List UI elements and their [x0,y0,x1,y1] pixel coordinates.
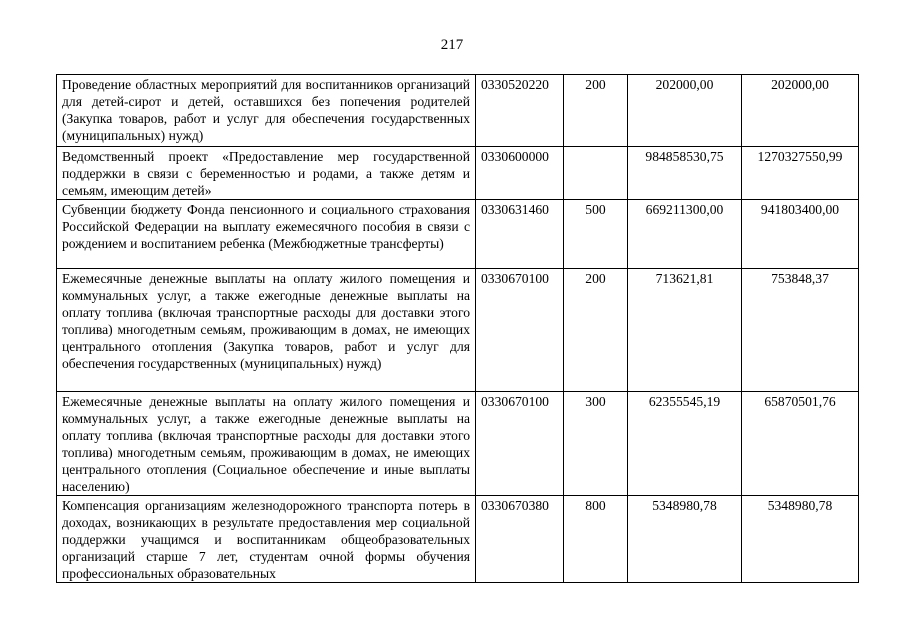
table-row [57,269,859,392]
row-amount-year2: 753848,37 [742,269,859,392]
row-expense-type: 800 [564,496,628,583]
row-amount-year1: 62355545,19 [628,392,742,496]
row-description: Проведение областных мероприятий для воспитанников организаций для детей-сирот и детей, оставшихся без попечения родителей (Закупка товаров, работ и услуг для обеспечения государственных (муниципальных) нужд) [57,75,476,147]
row-amount-year2: 5348980,78 [742,496,859,583]
row-expense-type: 200 [564,269,628,392]
table-row [57,200,859,269]
row-description: Ведомственный проект «Предоставление мер государственной поддержки в связи с беременностью и родами, а также детям и семьям, имеющим детей» [57,147,476,200]
row-amount-year1: 202000,00 [628,75,742,147]
row-amount-year2: 1270327550,99 [742,147,859,200]
table-row [57,392,859,496]
row-amount-year2: 202000,00 [742,75,859,147]
row-target-code: 0330670100 [476,269,564,392]
row-amount-year1: 5348980,78 [628,496,742,583]
table-row [57,75,859,147]
table-row [57,147,859,200]
row-target-code: 0330600000 [476,147,564,200]
row-expense-type: 200 [564,75,628,147]
row-expense-type: 300 [564,392,628,496]
row-description: Ежемесячные денежные выплаты на оплату жилого помещения и коммунальных услуг, а также ежегодные денежные выплаты на оплату топлива (включая транспортные расходы для доставки этого топлива) многодетным семьям, проживающим в домах, не имеющих центрального отопления (Закупка товаров, работ и услуг для обеспечения государственных (муниципальных) нужд) [57,269,476,392]
row-amount-year1: 713621,81 [628,269,742,392]
row-expense-type: 500 [564,200,628,269]
row-target-code: 0330520220 [476,75,564,147]
row-target-code: 0330631460 [476,200,564,269]
row-amount-year2: 941803400,00 [742,200,859,269]
row-target-code: 0330670100 [476,392,564,496]
budget-table [56,74,859,583]
row-description: Ежемесячные денежные выплаты на оплату жилого помещения и коммунальных услуг, а также ежегодные денежные выплаты на оплату топлива (включая транспортные расходы для доставки этого топлива) многодетным семьям, проживающим в домах, не имеющих центрального отопления (Социальное обеспечение и иные выплаты населению) [57,392,476,496]
page-number: 217 [440,37,464,53]
row-target-code: 0330670380 [476,496,564,583]
row-description: Компенсация организациям железнодорожного транспорта потерь в доходах, возникающих в результате предоставления мер социальной поддержки учащимся и воспитанникам общеобразовательных организаций старше 7 лет, студентам очной формы обучения профессиональных образовательных [57,496,476,583]
row-amount-year1: 984858530,75 [628,147,742,200]
table-row [57,496,859,583]
row-description: Субвенции бюджету Фонда пенсионного и социального страхования Российской Федерации на выплату ежемесячного пособия в связи с рождением и воспитанием ребенка (Межбюджетные трансферты) [57,200,476,269]
row-amount-year2: 65870501,76 [742,392,859,496]
row-expense-type [564,147,628,200]
row-amount-year1: 669211300,00 [628,200,742,269]
